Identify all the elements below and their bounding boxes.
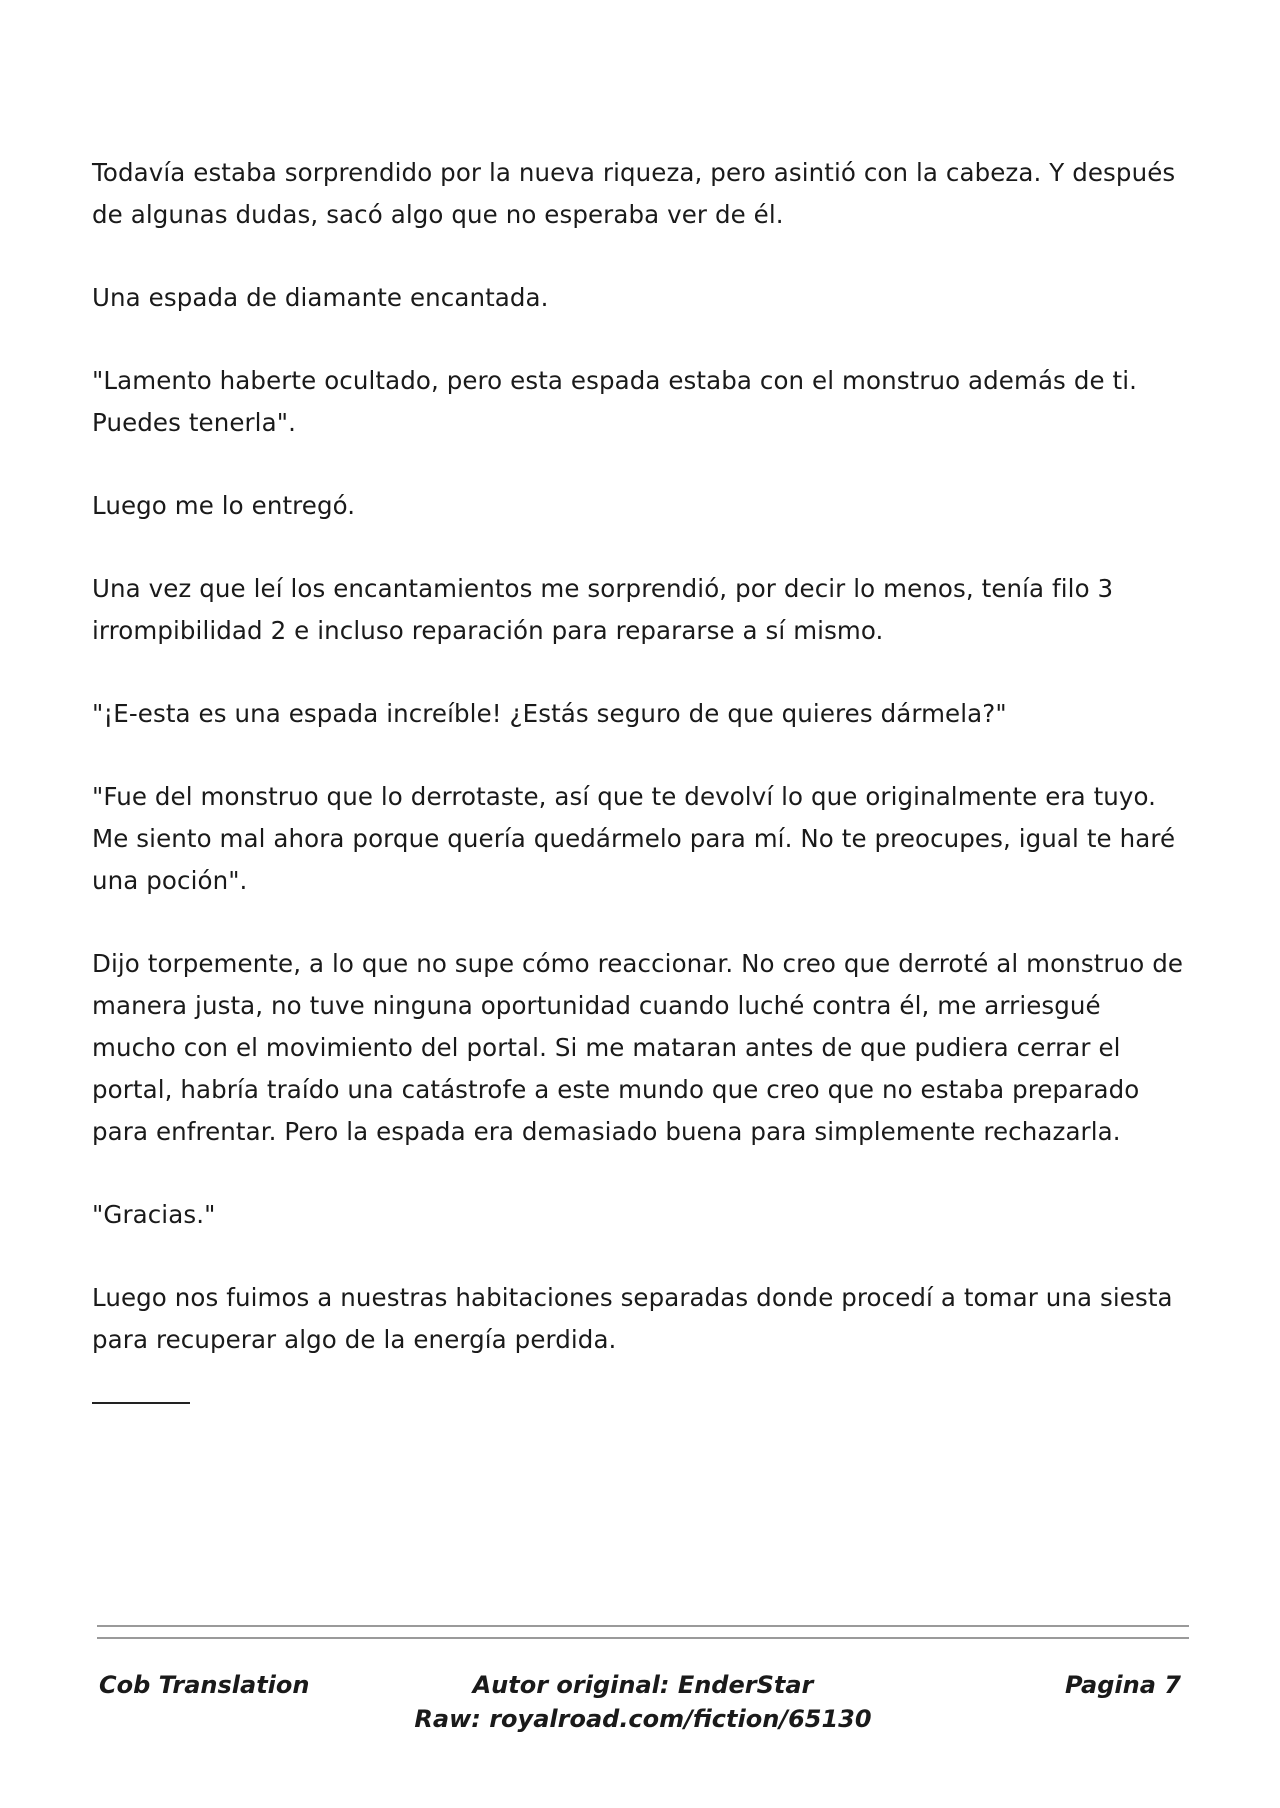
paragraph: Una espada de diamante encantada.: [92, 283, 549, 312]
footer-rule-bottom: [97, 1637, 1189, 1639]
paragraph: "Gracias.": [92, 1200, 216, 1229]
footer-page-number: Pagina 7: [1065, 1671, 1181, 1699]
paragraph: Dijo torpemente, a lo que no supe cómo reaccionar. No creo que derroté al monstruo de manera justa, no tuve ninguna oportunidad cuando luché contra él, me arriesgué mucho con el movimiento del portal. Si me mataran antes de que pudiera cerrar el portal, habría traído una catástrofe a este mundo que creo que no estaba preparado para enfrentar. Pero la espada era demasiado buena para simplemente rechazarla.: [92, 949, 1184, 1146]
paragraph: "Lamento haberte ocultado, pero esta espada estaba con el monstruo además de ti. Puedes tenerla".: [92, 366, 1138, 437]
paragraph: "¡E-esta es una espada increíble! ¿Estás seguro de que quieres dármela?": [92, 699, 1007, 728]
paragraph: Una vez que leí los encantamientos me sorprendió, por decir lo menos, tenía filo 3 irrompibilidad 2 e incluso reparación para repararse a sí mismo.: [92, 574, 1114, 645]
footer-translator: Cob Translation: [99, 1671, 310, 1699]
footer-credits: [97, 1668, 1189, 1736]
paragraph: Todavía estaba sorprendido por la nueva riqueza, pero asintió con la cabeza. Y después de algunas dudas, sacó algo que no esperaba ver de él.: [92, 158, 1176, 229]
footer-author: Autor original: EnderStar: [472, 1671, 814, 1699]
footer-rule-top: [97, 1625, 1189, 1627]
paragraph: "Fue del monstruo que lo derrotaste, así que te devolví lo que originalmente era tuyo. Me siento mal ahora porque quería quedármelo para mí. No te preocupes, igual te haré una poción".: [92, 782, 1176, 895]
paragraph: Luego nos fuimos a nuestras habitaciones separadas donde procedí a tomar una siesta para recuperar algo de la energía perdida.: [92, 1283, 1173, 1354]
footer-source-link: Raw: royalroad.com/fiction/65130: [414, 1705, 872, 1733]
document-body: [92, 152, 1192, 1404]
footer-divider: [97, 1625, 1189, 1649]
section-separator: [92, 1402, 190, 1404]
paragraph: Luego me lo entregó.: [92, 491, 356, 520]
